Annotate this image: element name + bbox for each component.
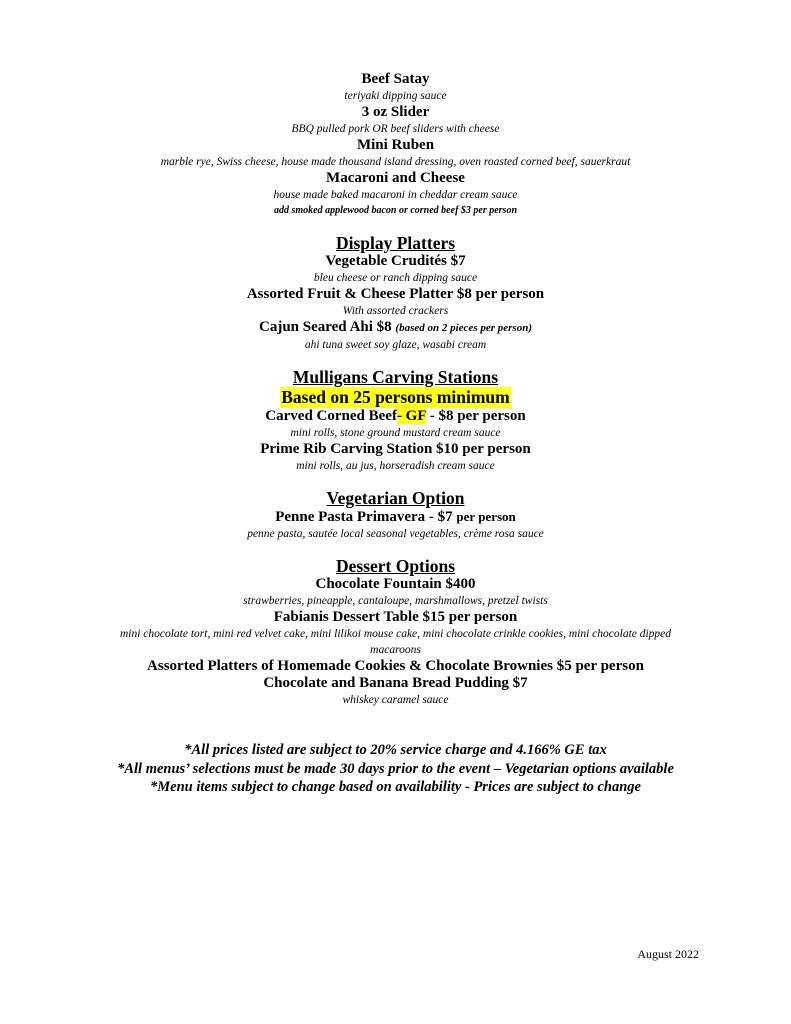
section-carving-stations — [0, 367, 791, 474]
section-display-platters — [0, 233, 791, 353]
footer-notes — [0, 741, 791, 797]
item-name: Mini Ruben — [356, 137, 435, 153]
item-description: ahi tuna sweet soy glaze, wasabi cream — [304, 339, 487, 351]
item-note: add smoked applewood bacon or corned beef $3 per person — [273, 205, 518, 216]
item-name — [0, 408, 791, 425]
section-vegetarian — [0, 488, 791, 542]
item-name: 3 oz Slider — [361, 104, 430, 120]
item-name: Fabianis Dessert Table $15 per person — [273, 609, 518, 625]
item-name: Beef Satay — [361, 71, 430, 87]
footer-note: *All menus’ selections must be made 30 days prior to the event – Vegetarian options available — [117, 760, 674, 777]
revision-date: August 2022 — [637, 947, 699, 961]
item-name: Vegetable Crudités $7 — [325, 253, 466, 269]
item-description: teriyaki dipping sauce — [344, 90, 447, 102]
item-name: Prime Rib Carving Station $10 per person — [260, 441, 531, 457]
item-name-main: Penne Pasta Primavera - $7 — [275, 509, 453, 525]
item-description: mini rolls, au jus, horseradish cream sauce — [296, 460, 495, 472]
footer-note: *All prices listed are subject to 20% service charge and 4.166% GE tax — [184, 742, 607, 758]
item-name — [0, 319, 791, 337]
footer-note: *Menu items subject to change based on availability - Prices are subject to change — [150, 779, 641, 795]
item-description: marble rye, Swiss cheese, house made thousand island dressing, oven roasted corned beef, sauerkraut — [160, 156, 631, 168]
item-description: BBQ pulled pork OR beef sliders with cheese — [291, 123, 500, 135]
section-title: Display Platters — [335, 233, 456, 253]
section-title: Dessert Options — [335, 556, 456, 576]
item-description: house made baked macaroni in cheddar cream sauce — [273, 189, 518, 201]
gluten-free-badge: - GF — [396, 408, 426, 424]
item-description: strawberries, pineapple, cantaloupe, marshmallows, pretzel twists — [243, 595, 548, 607]
appetizer-list — [0, 71, 791, 218]
section-dessert — [0, 556, 791, 708]
section-title: Mulligans Carving Stations — [292, 367, 499, 387]
item-name: Macaroni and Cheese — [326, 170, 465, 186]
item-name: Chocolate and Banana Bread Pudding $7 — [263, 675, 528, 691]
item-name: Assorted Platters of Homemade Cookies & Chocolate Brownies $5 per person — [147, 658, 644, 674]
section-title: Vegetarian Option — [326, 488, 465, 508]
menu-page — [0, 71, 791, 797]
minimum-banner: Based on 25 persons minimum — [281, 387, 510, 407]
item-name: Chocolate Fountain $400 — [315, 576, 476, 592]
item-description: mini chocolate tort, mini red velvet cake, mini lilikoi mouse cake, mini chocolate crinkle cookies, mini chocolate dipped macaroons — [119, 628, 672, 656]
item-description: whiskey caramel sauce — [342, 694, 449, 706]
item-name-qualifier: (based on 2 pieces per person) — [395, 322, 532, 334]
item-name — [0, 508, 791, 526]
item-description: With assorted crackers — [342, 305, 449, 317]
item-description: mini rolls, stone ground mustard cream sauce — [290, 427, 501, 439]
item-name: Assorted Fruit & Cheese Platter $8 per person — [246, 286, 545, 302]
item-name-main: Cajun Seared Ahi $8 — [259, 319, 392, 335]
item-description: penne pasta, sautée local seasonal vegetables, crème rosa sauce — [247, 528, 544, 540]
item-description: bleu cheese or ranch dipping sauce — [313, 272, 478, 284]
item-name-qualifier: per person — [456, 509, 516, 524]
item-price: - $8 per person — [425, 408, 526, 424]
item-name-main: Carved Corned Beef — [265, 408, 397, 424]
